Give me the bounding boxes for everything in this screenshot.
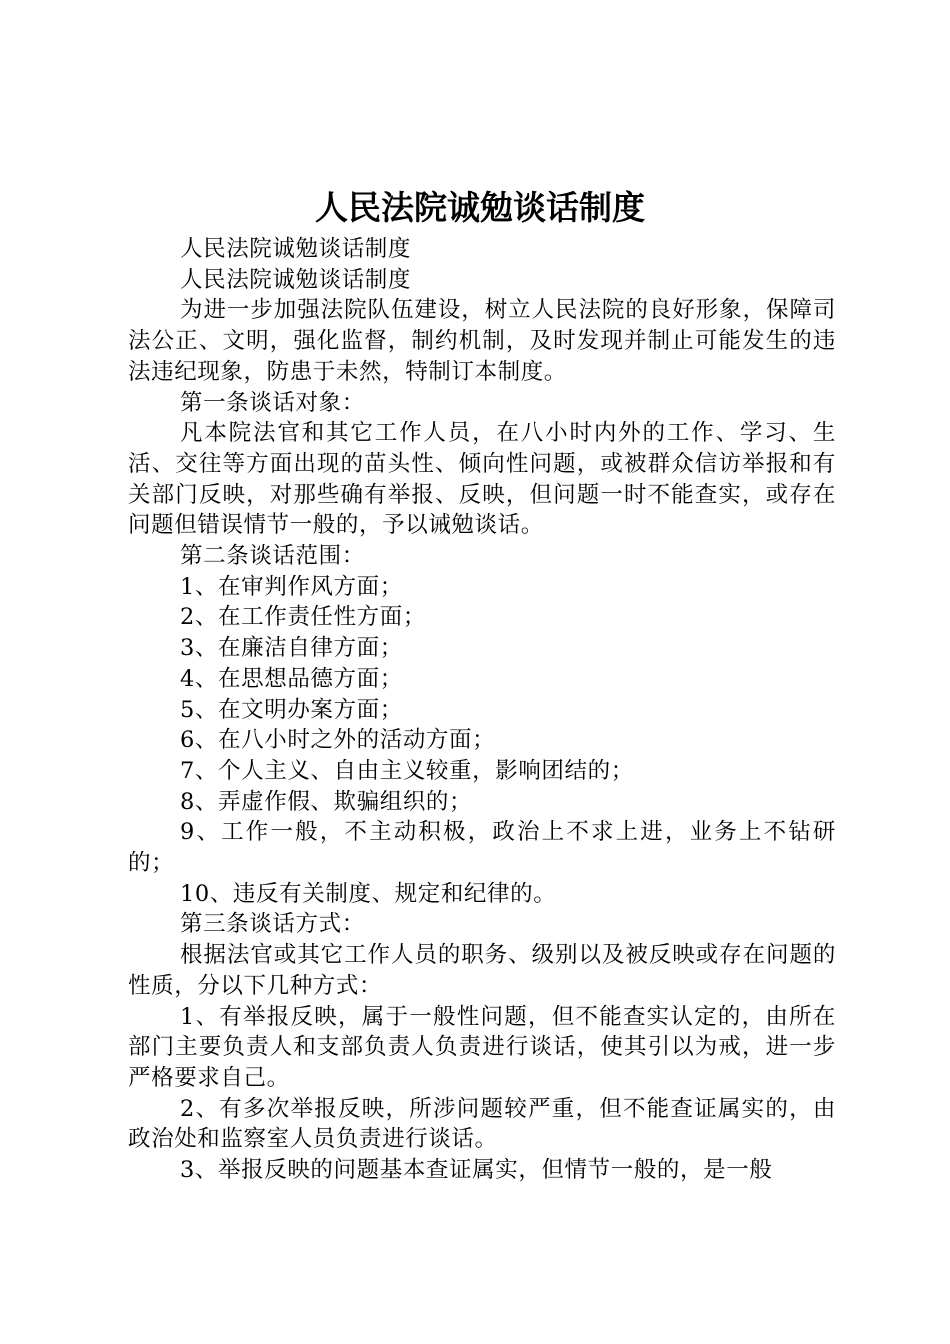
list-item: 9、工作一般，不主动积极，政治上不求上进，业务上不钻研的；	[128, 819, 836, 877]
list-item: 3、在廉洁自律方面；	[180, 635, 403, 662]
article-heading: 第三条谈话方式：	[180, 911, 365, 938]
list-item: 1、有举报反映，属于一般性问题，但不能查实认定的，由所在部门主要负责人和支部负责人负责进行谈话，使其引以为戒，进一步严格要求自己。	[128, 1003, 836, 1091]
article-heading: 第二条谈话范围：	[180, 543, 365, 570]
list-item: 10、违反有关制度、规定和纪律的。	[180, 880, 557, 907]
article-heading: 第一条谈话对象：	[180, 389, 365, 416]
paragraph: 凡本院法官和其它工作人员，在八小时内外的工作、学习、生活、交往等方面出现的苗头性、倾向性问题，或被群众信访举报和有关部门反映，对那些确有举报、反映，但问题一时不能查实，或存在问题但错误情节一般的，予以诫勉谈话。	[128, 420, 836, 539]
list-item: 4、在思想品德方面；	[180, 665, 403, 692]
document-body	[128, 234, 836, 1186]
list-item: 6、在八小时之外的活动方面；	[180, 727, 496, 754]
paragraph: 人民法院诚勉谈话制度	[180, 266, 412, 293]
paragraph: 根据法官或其它工作人员的职务、级别以及被反映或存在问题的性质，分以下几种方式：	[128, 942, 836, 999]
paragraph: 人民法院诚勉谈话制度	[180, 236, 412, 262]
paragraph: 为进一步加强法院队伍建设，树立人民法院的良好形象，保障司法公正、文明，强化监督，制约机制，及时发现并制止可能发生的违法违纪现象，防患于未然，特制订本制度。	[128, 297, 836, 385]
list-item: 7、个人主义、自由主义较重，影响团结的；	[180, 757, 634, 784]
list-item: 2、有多次举报反映，所涉问题较严重，但不能查证属实的，由政治处和监察室人员负责进行谈话。	[128, 1095, 836, 1153]
list-item: 5、在文明办案方面；	[180, 696, 403, 723]
list-item: 1、在审判作风方面；	[180, 573, 403, 600]
list-item: 8、弄虚作假、欺骗组织的；	[180, 788, 473, 815]
list-item: 2、在工作责任性方面；	[180, 604, 426, 631]
document-title: 人民法院诚勉谈话制度	[315, 188, 645, 227]
list-item: 3、举报反映的问题基本查证属实，但情节一般的，是一般	[180, 1157, 773, 1184]
